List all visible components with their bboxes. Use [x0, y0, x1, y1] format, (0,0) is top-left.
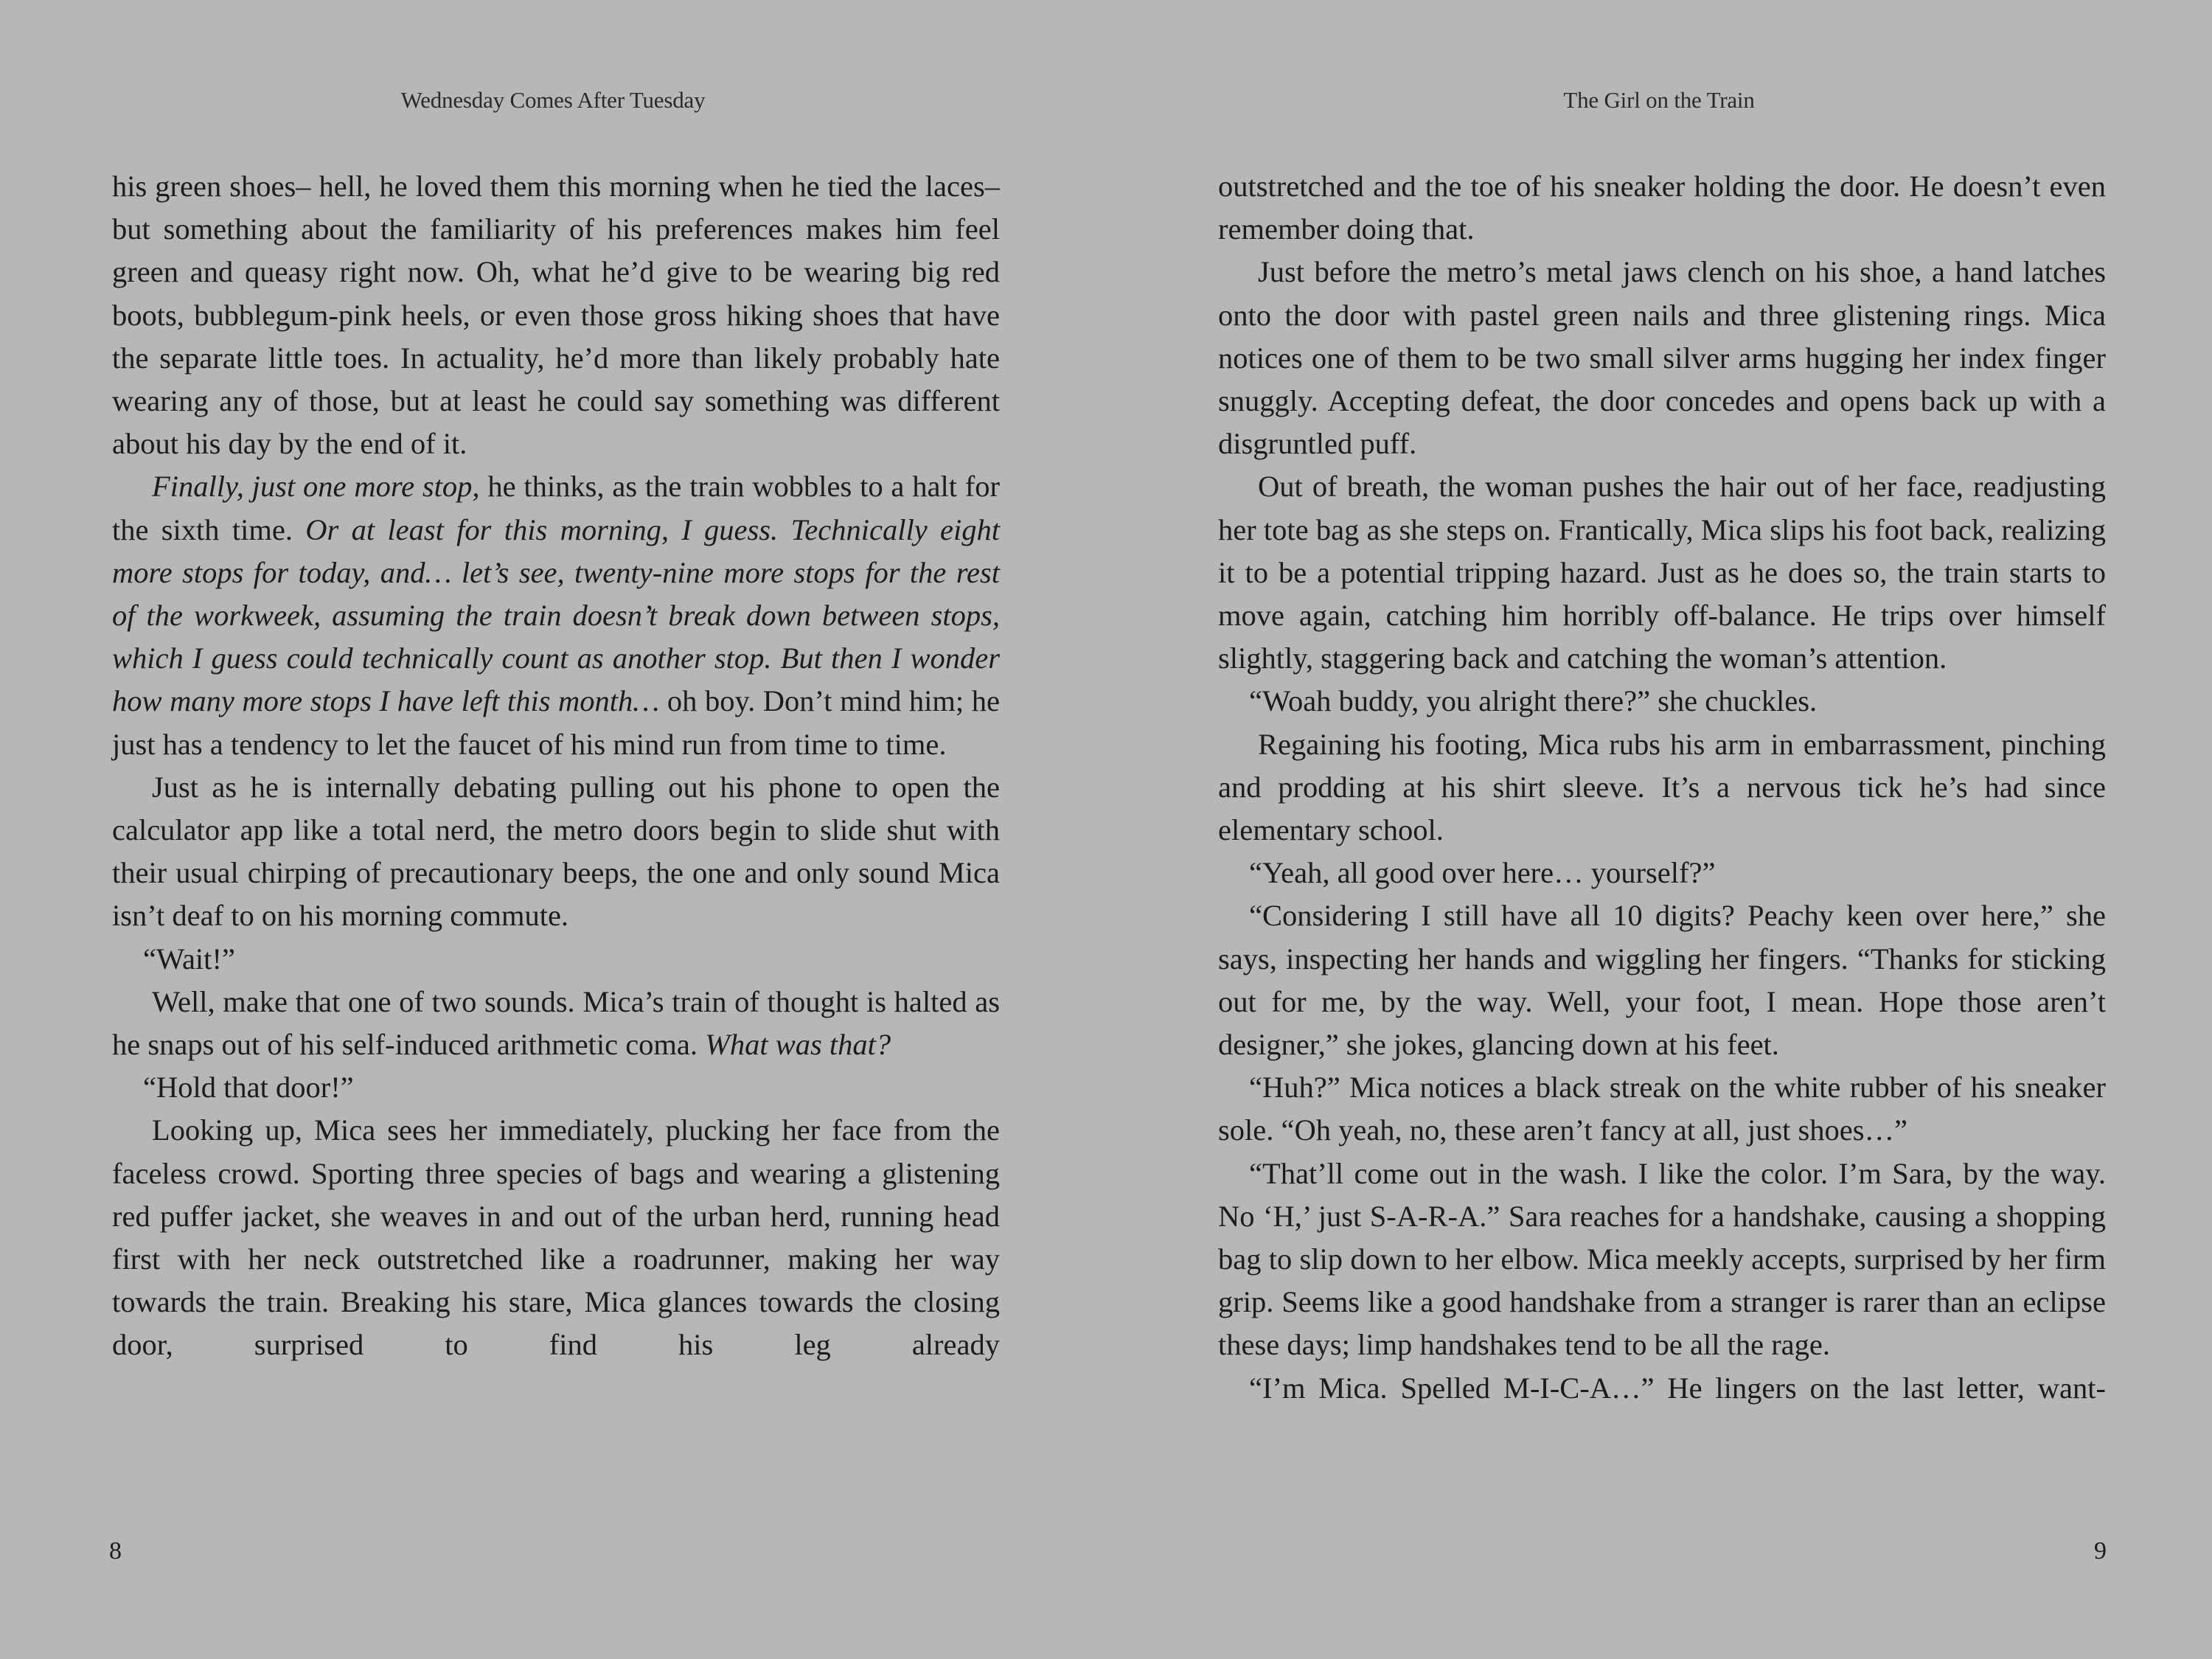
paragraph: his green shoes– hell, he loved them this morning when he tied the laces– but something about the familiarity of his preferences makes him feel green and queasy right now. Oh, what he’d give to be wearing big red boots, bubblegum-pink heels, or even those gross hiking shoes that have the separate little toes. In actuality, he’d more than likely probably hate wearing any of those, but at least he could say something was different about his day by the end of it. — [112, 170, 1000, 461]
paragraph: Just before the metro’s metal jaws clench on his shoe, a hand latches onto the door with pastel green nails and three glistening rings. Mica notices one of them to be two small silver arms hugging her index finger snuggly. Accepting defeat, the door concedes and opens back up with a disgruntled puff. — [1218, 255, 2106, 461]
body-text-right — [1218, 165, 2106, 1410]
paragraph — [112, 465, 1000, 765]
italic-thought: Finally, just one more stop, — [152, 470, 480, 504]
dialogue-line: “Wait!” — [143, 942, 235, 975]
dialogue-line: “Huh?” Mica notices a black streak on the white rubber of his sneaker sole. “Oh yeah, no, these aren’t fancy at all, just shoes…” — [1218, 1071, 2106, 1147]
paragraph: Looking up, Mica sees her immediately, plucking her face from the faceless crowd. Sporting three species of bags and wearing a glistening red puffer jacket, she weaves in and out of the urban herd, running head first with her neck outstretched like a roadrunner, making her way towards the train. Breaking his stare, Mica glances towards the closing door, surprised to find his leg already — [112, 1113, 1000, 1362]
running-head-left: Wednesday Comes After Tuesday — [400, 87, 706, 113]
paragraph-text: Well, make that one of two sounds. Mica’s train of thought is halted as he snaps out of his self-induced arithmetic coma. — [112, 984, 1000, 1062]
body-text-left — [112, 165, 1000, 1367]
page-number-right: 9 — [2094, 1537, 2107, 1565]
paragraph — [112, 981, 1000, 1066]
paragraph: Regaining his footing, Mica rubs his arm in embarrassment, pinching and prodding at his shirt sleeve. It’s a nervous tick he’s had since elementary school. — [1218, 727, 2106, 847]
italic-thought: What was that? — [705, 1028, 891, 1062]
paragraph: Just as he is internally debating pulling out his phone to open the calculator app like a total nerd, the metro doors begin to slide shut with their usual chirping of precautionary beeps, the one and only sound Mica isn’t deaf to on his morning commute. — [112, 770, 1000, 933]
paragraph-text: oh boy. Don’t mind him; he just has a tendency to let the faucet of his mind run from time to time. — [112, 684, 1000, 761]
dialogue-line: “I’m Mica. Spelled M-I-C-A…” He lingers on the last letter, want- — [1249, 1371, 2106, 1405]
paragraph: Out of breath, the woman pushes the hair out of her face, readjusting her tote bag as she steps on. Frantically, Mica slips his foot back, realizing it to be a potential tripping hazard. Just as he does so, the train starts to move again, catching him horribly off-balance. He trips over himself slightly, staggering back and catching the woman’s attention. — [1218, 470, 2106, 675]
dialogue-line: “Yeah, all good over here… yourself?” — [1249, 856, 1716, 890]
paragraph: outstretched and the toe of his sneaker holding the door. He doesn’t even remember doing that. — [1218, 170, 2106, 246]
dialogue-line: “Hold that door!” — [143, 1071, 354, 1105]
page-number-left: 8 — [109, 1537, 122, 1565]
running-head-right: The Girl on the Train — [1563, 87, 1755, 113]
dialogue-line: “Considering I still have all 10 digits? Peachy keen over here,” she says, inspecting her hands and wiggling her fingers. “Thanks for sticking out for me, by the way. Well, your foot, I mean. Hope those aren’t designer,” she jokes, glancing down at his feet. — [1218, 899, 2106, 1062]
paragraph-text: he thinks, as the train wobbles to a halt for the sixth time. — [112, 470, 1000, 546]
italic-thought: Or at least for this morning, I guess. Technically eight more stops for today, and… let’s see, twenty-nine more stops for the rest of the workweek, assuming the train doesn’t break down between stops, which I guess could technically count as another stop. But then I wonder how many more stops I have left this month… — [112, 512, 1000, 718]
dialogue-line: “That’ll come out in the wash. I like the color. I’m Sara, by the way. No ‘H,’ just S-A-R-A.” Sara reaches for a handshake, causing a shopping bag to slip down to her elbow. Mica meekly accepts, surprised by her firm grip. Seems like a good handshake from a stranger is rarer than an eclipse these days; limp handshakes tend to be all the rage. — [1218, 1156, 2106, 1362]
right-page — [1106, 0, 2212, 1659]
dialogue-line: “Woah buddy, you alright there?” she chuckles. — [1249, 684, 1818, 718]
